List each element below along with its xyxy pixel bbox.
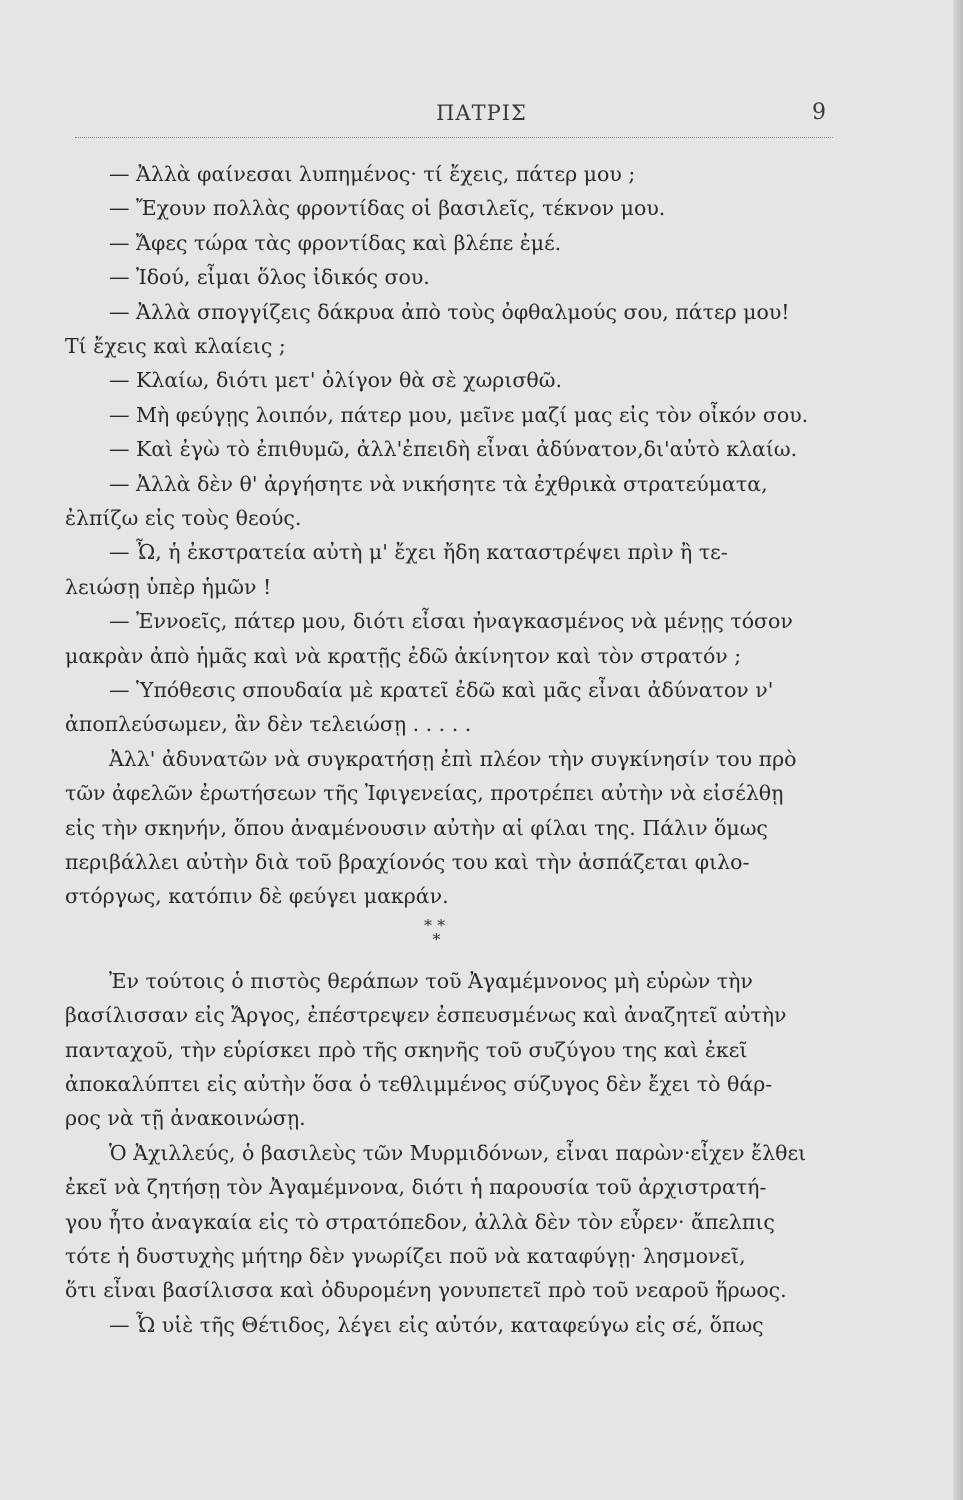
text-line: Ἀλλ' ἀδυνατῶν νὰ συγκρατήσῃ ἐπὶ πλέον τὴν συγκίνησίν του πρὸ [109,746,797,771]
text-line: στόργως, κατόπιν δὲ φεύγει μακράν. [65,884,449,909]
text-line: περιβάλλει αὐτὴν διὰ τοῦ βραχίονός του καὶ τὴν ἀσπάζεται φιλο- [65,850,750,874]
header-rule [75,137,833,138]
text-line: — Ἀλλὰ δὲν θ' ἀργήσητε νὰ νικήσητε τὰ ἐχθρικὰ στρατεύματα, [109,471,768,496]
text-line: — Ἰδού, εἶμαι ὅλος ἰδικός σου. [109,265,430,290]
text-line: — Ὦ, ἡ ἐκστρατεία αὐτὴ μ' ἔχει ἤδη καταστρέψει πρὶν ἢ τε- [109,540,728,565]
text-line: γου ἦτο ἀναγκαία εἰς τὸ στρατόπεδον, ἀλλὰ δὲν τὸν εὗρεν· ἄπελπις [65,1209,775,1234]
text-line: πανταχοῦ, τὴν εὑρίσκει πρὸ τῆς σκηνῆς τοῦ συζύγου της καὶ ἐκεῖ [65,1037,748,1062]
text-line: ρος νὰ τῇ ἀνακοινώσῃ. [65,1106,306,1131]
running-header-title: ΠΑΤΡΙΣ [436,101,527,125]
text-line: ἀποκαλύπτει εἰς αὐτὴν ὅσα ὁ τεθλιμμένος σύζυγος δὲν ἔχει τὸ θάρ- [65,1072,773,1096]
text-line: — Κλαίω, διότι μετ' ὀλίγον θὰ σὲ χωρισθῶ. [109,368,562,393]
text-line: ἐκεῖ νὰ ζητήσῃ τὸν Ἀγαμέμνονα, διότι ἡ παρουσία τοῦ ἀρχιστρατή- [65,1175,767,1200]
text-line: Ὁ Ἀχιλλεύς, ὁ βασιλεὺς τῶν Μυρμιδόνων, εἶναι παρὼν·εἶχεν ἔλθει [109,1140,807,1165]
text-line: ἐλπίζω εἰς τοὺς θεούς. [65,506,302,530]
text-line: — Ἔχουν πολλὰς φροντίδας οἱ βασιλεῖς, τέκνον μου. [109,196,666,221]
text-line: — Ἄφες τώρα τὰς φροντίδας καὶ βλέπε ἐμέ. [109,230,562,255]
section-separator-asterism [424,915,446,949]
asterism-bottom: * [432,929,441,949]
asterism-top: * * [424,915,446,935]
page-edge-shadow [953,0,963,1500]
text-line: ἀποπλεύσωμεν, ἂν δὲν τελειώσῃ . . . . . [65,712,472,737]
text-line: μακρὰν ἀπὸ ἡμᾶς καὶ νὰ κρατῇς ἐδῶ ἀκίνητον καὶ τὸν στρατόν ; [65,643,742,668]
text-line: εἰς τὴν σκηνήν, ὅπου ἀναμένουσιν αὐτὴν αἱ φίλαι της. Πάλιν ὅμως [65,815,768,840]
text-line: Τί ἔχεις καὶ κλαίεις ; [65,334,286,358]
text-line: λειώσῃ ὑπὲρ ἡμῶν ! [65,574,272,599]
text-line: ὅτι εἶναι βασίλισσα καὶ ὀδυρομένη γονυπετεῖ πρὸ τοῦ νεαροῦ ἥρωος. [65,1278,787,1303]
text-line: τῶν ἀφελῶν ἐρωτήσεων τῆς Ἰφιγενείας, προτρέπει αὐτὴν νὰ εἰσέλθῃ [65,781,784,806]
text-line: — Ἐννοεῖς, πάτερ μου, διότι εἶσαι ἠναγκασμένος νὰ μένῃς τόσον [109,609,793,634]
text-line: — Ἀλλὰ σπογγίζεις δάκρυα ἀπὸ τοὺς ὀφθαλμούς σου, πάτερ μου! [109,299,790,324]
text-line: Ἐν τούτοις ὁ πιστὸς θεράπων τοῦ Ἀγαμέμνονος μὴ εὑρὼν τὴν [109,968,753,993]
text-line: — Ὑπόθεσις σπουδαία μὲ κρατεῖ ἐδῶ καὶ μᾶς εἶναι ἀδύνατον ν' [109,678,774,702]
text-line: βασίλισσαν εἰς Ἄργος, ἐπέστρεψεν ἐσπευσμένως καὶ ἀναζητεῖ αὐτὴν [65,1003,787,1028]
text-line: — Καὶ ἐγὼ τὸ ἐπιθυμῶ, ἀλλ'ἐπειδὴ εἶναι ἀδύνατον,δι'αὐτὸ κλαίω. [109,437,798,462]
page-number: 9 [812,100,826,125]
text-line: — Ὦ υἱὲ τῆς Θέτιδος, λέγει εἰς αὐτόν, καταφεύγω εἰς σέ, ὅπως [109,1312,764,1337]
text-line: — Μὴ φεύγῃς λοιπόν, πάτερ μου, μεῖνε μαζί μας εἰς τὸν οἶκόν σου. [109,402,809,427]
text-line: τότε ἡ δυστυχὴς μήτηρ δὲν γνωρίζει ποῦ νὰ καταφύγῃ· λησμονεῖ, [65,1244,746,1268]
text-line: — Ἀλλὰ φαίνεσαι λυπημένος· τί ἔχεις, πάτερ μου ; [109,162,636,186]
